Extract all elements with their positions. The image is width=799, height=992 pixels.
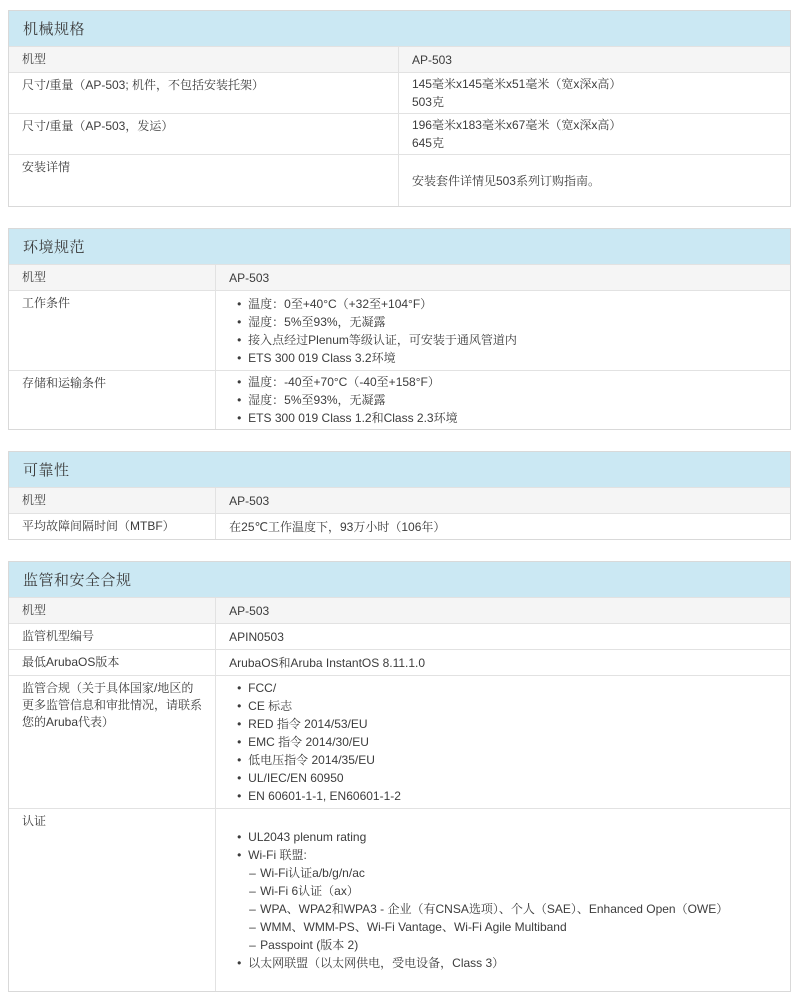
bullet-item: • RED 指令 2014/53/EU: [229, 715, 780, 733]
row-value: [215, 488, 790, 513]
row-label: 认证: [22, 814, 47, 828]
bullet-item: • EN 60601-1-1, EN60601-1-2: [229, 787, 780, 805]
bullet-item: • EMC 指令 2014/30/EU: [229, 733, 780, 751]
bullet-item: • UL2043 plenum rating: [229, 828, 780, 846]
value-line: AP-503: [229, 493, 270, 508]
bullet-item: • FCC/: [229, 679, 780, 697]
row-label: 监管机型编号: [22, 629, 95, 643]
table-row: [9, 623, 790, 649]
row-label: 尺寸/重量（AP-503，发运）: [22, 119, 174, 133]
spec-tables: [8, 10, 791, 992]
row-label: 监管合规（关于具体国家/地区的更多监管信息和审批情况，请联系您的Aruba代表）: [22, 681, 203, 729]
row-value: [215, 514, 790, 539]
bullet-item: • 低电压指令 2014/35/EU: [229, 751, 780, 769]
row-label: 最低ArubaOS版本: [22, 655, 120, 669]
row-value: [398, 73, 790, 113]
value-line: AP-503: [229, 270, 270, 285]
table-title-regulatory: 监管和安全合规: [9, 562, 790, 597]
value-line: AP-503: [229, 603, 270, 618]
bullet-item: • 以太网联盟（以太网供电，受电设备，Class 3）: [229, 954, 780, 972]
sub-bullet-item: – WMM、WMM-PS、Wi-Fi Vantage、Wi-Fi Agile Multiband: [229, 918, 780, 936]
row-label: 机型: [22, 603, 47, 617]
bullet-item: • Wi-Fi 联盟:: [229, 846, 780, 864]
row-value: [215, 371, 790, 429]
row-value: [398, 155, 790, 206]
table-row: [9, 513, 790, 539]
row-value: [215, 676, 790, 808]
sub-bullet-item: – Wi-Fi 6认证（ax）: [229, 882, 780, 900]
sub-bullet-item: – Passpoint (版本 2): [229, 936, 780, 954]
bullet-item: • 湿度：5%至93%，无凝露: [229, 313, 780, 331]
bullet-item: • 温度：0至+40°C（+32至+104°F）: [229, 295, 780, 313]
table-row: [9, 675, 790, 808]
bullet-item: • UL/IEC/EN 60950: [229, 769, 780, 787]
value-line: 在25℃工作温度下，93万小时（106年）: [229, 519, 446, 534]
table-row: [9, 370, 790, 429]
spec-table-reliability: [8, 451, 791, 540]
table-row: [9, 264, 790, 290]
row-value: [215, 598, 790, 623]
bullet-item: • 接入点经过Plenum等级认证，可安装于通风管道内: [229, 331, 780, 349]
value-line: 145毫米x145毫米x51毫米（宽x深x高）: [411, 77, 622, 91]
spec-table-mechanical: [8, 10, 791, 207]
table-title-environmental: 环境规范: [9, 229, 790, 264]
row-label: 安装详情: [22, 160, 71, 174]
spec-table-environmental: [8, 228, 791, 430]
table-row: [9, 649, 790, 675]
row-value: [215, 624, 790, 649]
value-line: AP-503: [411, 52, 452, 67]
sub-bullet-item: – WPA、WPA2和WPA3 - 企业（有CNSA选项）、个人（SAE）、Enhanced Open（OWE）: [229, 900, 780, 918]
row-label: 尺寸/重量（AP-503; 机件，不包括安装托架）: [22, 78, 265, 92]
row-value: [398, 47, 790, 72]
bullet-item: • ETS 300 019 Class 1.2和Class 2.3环境: [229, 409, 780, 427]
value-line: ArubaOS和Aruba InstantOS 8.11.1.0: [229, 655, 426, 670]
table-row: [9, 290, 790, 370]
value-line: 安装套件详情见503系列订购指南。: [411, 173, 600, 188]
table-title-reliability: 可靠性: [9, 452, 790, 487]
bullet-item: • 温度：-40至+70°C（-40至+158°F）: [229, 373, 780, 391]
bullet-item: • ETS 300 019 Class 3.2环境: [229, 349, 780, 367]
row-label: 存储和运输条件: [22, 376, 107, 390]
table-row: [9, 154, 790, 206]
row-value: [215, 650, 790, 675]
row-label: 机型: [22, 52, 47, 66]
table-title-mechanical: 机械规格: [9, 11, 790, 46]
row-label: 工作条件: [22, 296, 71, 310]
table-row: [9, 72, 790, 113]
sub-bullet-item: – Wi-Fi认证a/b/g/n/ac: [229, 864, 780, 882]
row-label: 平均故障间隔时间（MTBF）: [22, 519, 175, 533]
row-value: [215, 291, 790, 370]
spec-table-regulatory: [8, 561, 791, 992]
value-line: APIN0503: [229, 629, 284, 644]
row-value: [215, 265, 790, 290]
table-row: [9, 487, 790, 513]
row-label: 机型: [22, 493, 47, 507]
row-value: [215, 809, 790, 991]
row-label: 机型: [22, 270, 47, 284]
table-row: [9, 597, 790, 623]
value-line: 645克: [411, 136, 444, 150]
value-line: 196毫米x183毫米x67毫米（宽x深x高）: [411, 118, 622, 132]
table-row: [9, 113, 790, 154]
table-row: [9, 808, 790, 991]
table-row: [9, 46, 790, 72]
bullet-item: • 湿度：5%至93%，无凝露: [229, 391, 780, 409]
value-line: 503克: [411, 95, 444, 109]
row-value: [398, 114, 790, 154]
bullet-item: • CE 标志: [229, 697, 780, 715]
